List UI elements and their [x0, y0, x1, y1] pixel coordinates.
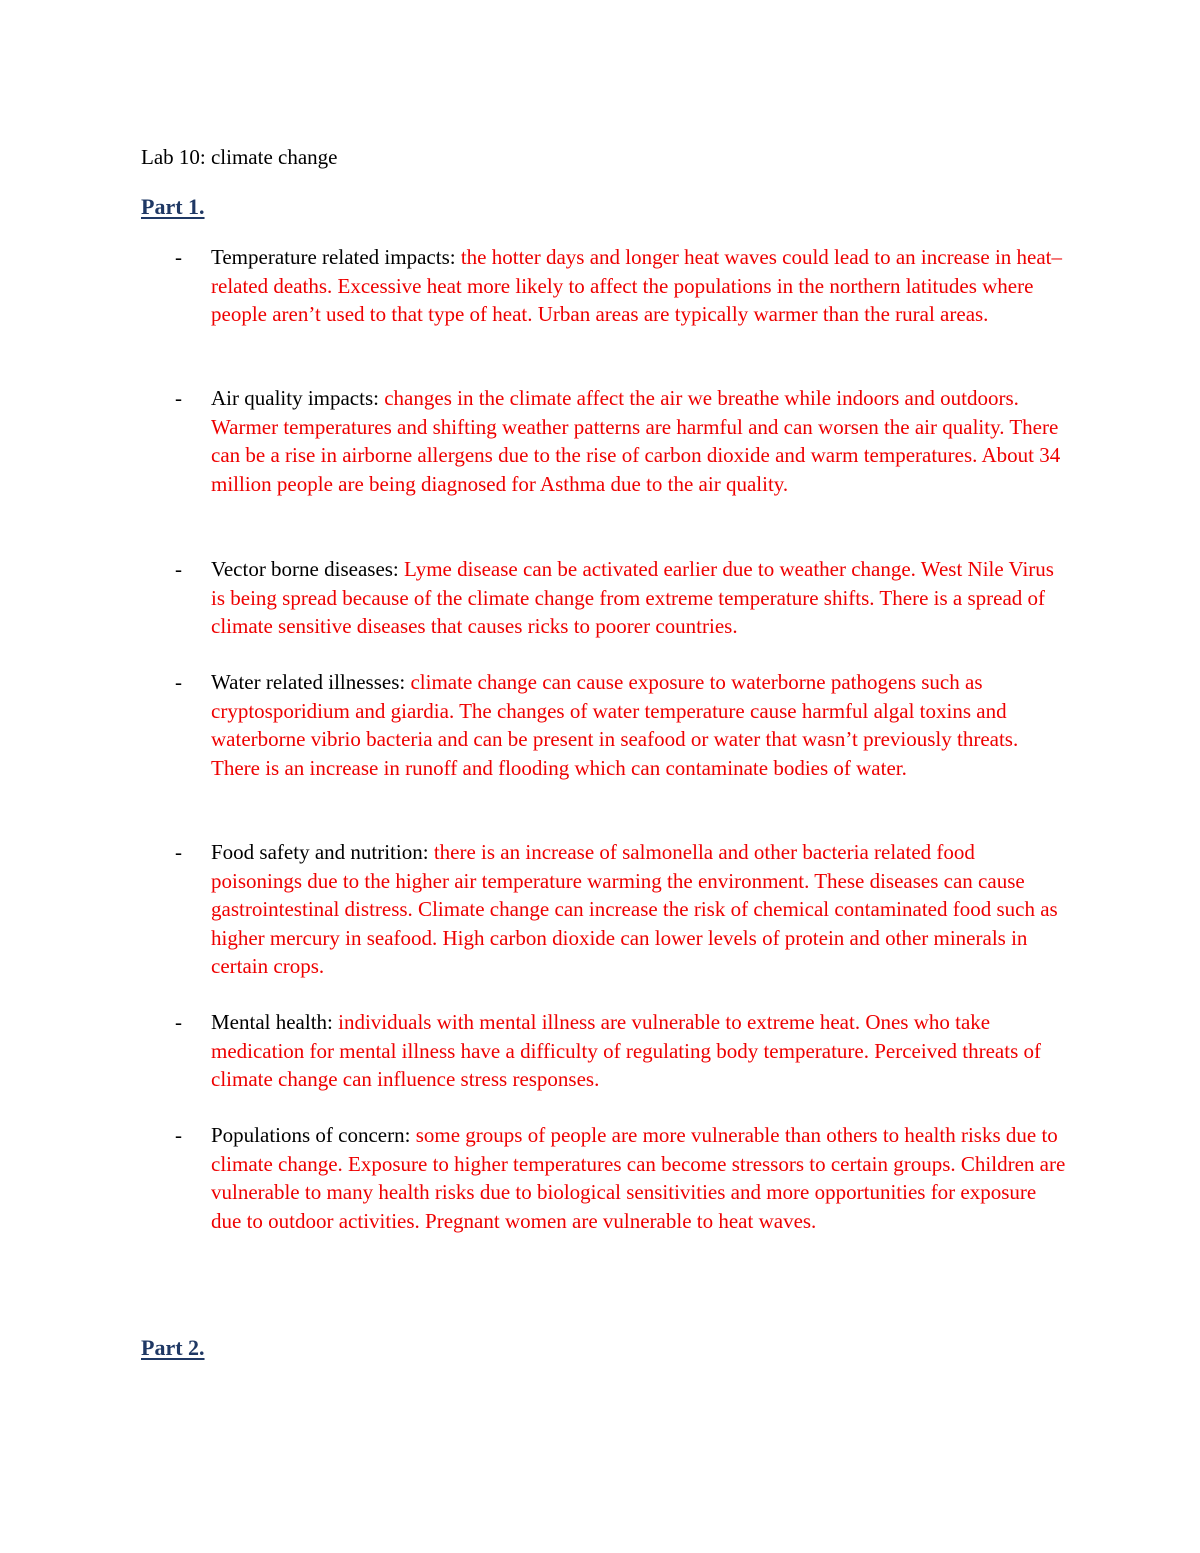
list-item-vector-borne: [175, 555, 1071, 641]
item-answer: there is an increase of salmonella and other bacteria related food poisonings due to the higher air temperature warming the environment. These diseases can cause gastrointestinal distress. Climate change can increase the risk of chemical contaminated food such as higher mercury in seafood. High carbon dioxide can lower levels of protein and other minerals in certain crops.: [211, 840, 1058, 979]
item-answer: individuals with mental illness are vulnerable to extreme heat. Ones who take medication for mental illness have a difficulty of regulating body temperature. Perceived threats of climate change can influence stress responses.: [211, 1010, 1041, 1092]
item-answer: some groups of people are more vulnerable than others to health risks due to climate change. Exposure to higher temperatures can become stressors to certain groups. Children are vulnerable to many health risks due to biological sensitivities and more opportunities for exposure due to outdoor activities. Pregnant women are vulnerable to heat waves.: [211, 1123, 1066, 1233]
item-answer: Lyme disease can be activated earlier due to weather change. West Nile Virus is being spread because of the climate change from extreme temperature shifts. There is a spread of climate sensitive diseases that causes ricks to poorer countries.: [211, 557, 1054, 639]
document-title: Lab 10: climate change: [141, 145, 338, 169]
item-term: Temperature related impacts:: [211, 245, 461, 269]
bullet-dash: -: [175, 1123, 182, 1147]
part-2-heading: Part 2.: [141, 1335, 205, 1360]
list-item-temperature: [175, 243, 1071, 329]
list-item-food-safety: [175, 838, 1071, 981]
item-term: Food safety and nutrition:: [211, 840, 434, 864]
bullet-dash: -: [175, 245, 182, 269]
item-answer: climate change can cause exposure to waterborne pathogens such as cryptosporidium and giardia. The changes of water temperature cause harmful algal toxins and waterborne vibrio bacteria and can be present in seafood or water that wasn’t previously threats. There is an increase in runoff and flooding which can contaminate bodies of water.: [211, 670, 1019, 780]
bullet-dash: -: [175, 386, 182, 410]
item-answer: changes in the climate affect the air we breathe while indoors and outdoors. Warmer temperatures and shifting weather patterns are harmful and can worsen the air quality. There can be a rise in airborne allergens due to the rise of carbon dioxide and warm temperatures. About 34 million people are being diagnosed for Asthma due to the air quality.: [211, 386, 1061, 496]
item-term: Water related illnesses:: [211, 670, 411, 694]
list-item-air-quality: [175, 384, 1071, 498]
list-item-populations: [175, 1121, 1071, 1235]
item-term: Populations of concern:: [211, 1123, 416, 1147]
list-item-mental-health: [175, 1008, 1071, 1094]
item-answer: the hotter days and longer heat waves could lead to an increase in heat–related deaths. Excessive heat more likely to affect the populations in the northern latitudes where people aren’t used to that type of heat. Urban areas are typically warmer than the rural areas.: [211, 245, 1063, 327]
bullet-dash: -: [175, 840, 182, 864]
bullet-dash: -: [175, 670, 182, 694]
item-term: Vector borne diseases:: [211, 557, 405, 581]
item-term: Air quality impacts:: [211, 386, 385, 410]
list-item-water-related: [175, 668, 1071, 782]
bullet-dash: -: [175, 557, 182, 581]
item-term: Mental health:: [211, 1010, 339, 1034]
bullet-dash: -: [175, 1010, 182, 1034]
part-1-heading: Part 1.: [141, 194, 205, 219]
